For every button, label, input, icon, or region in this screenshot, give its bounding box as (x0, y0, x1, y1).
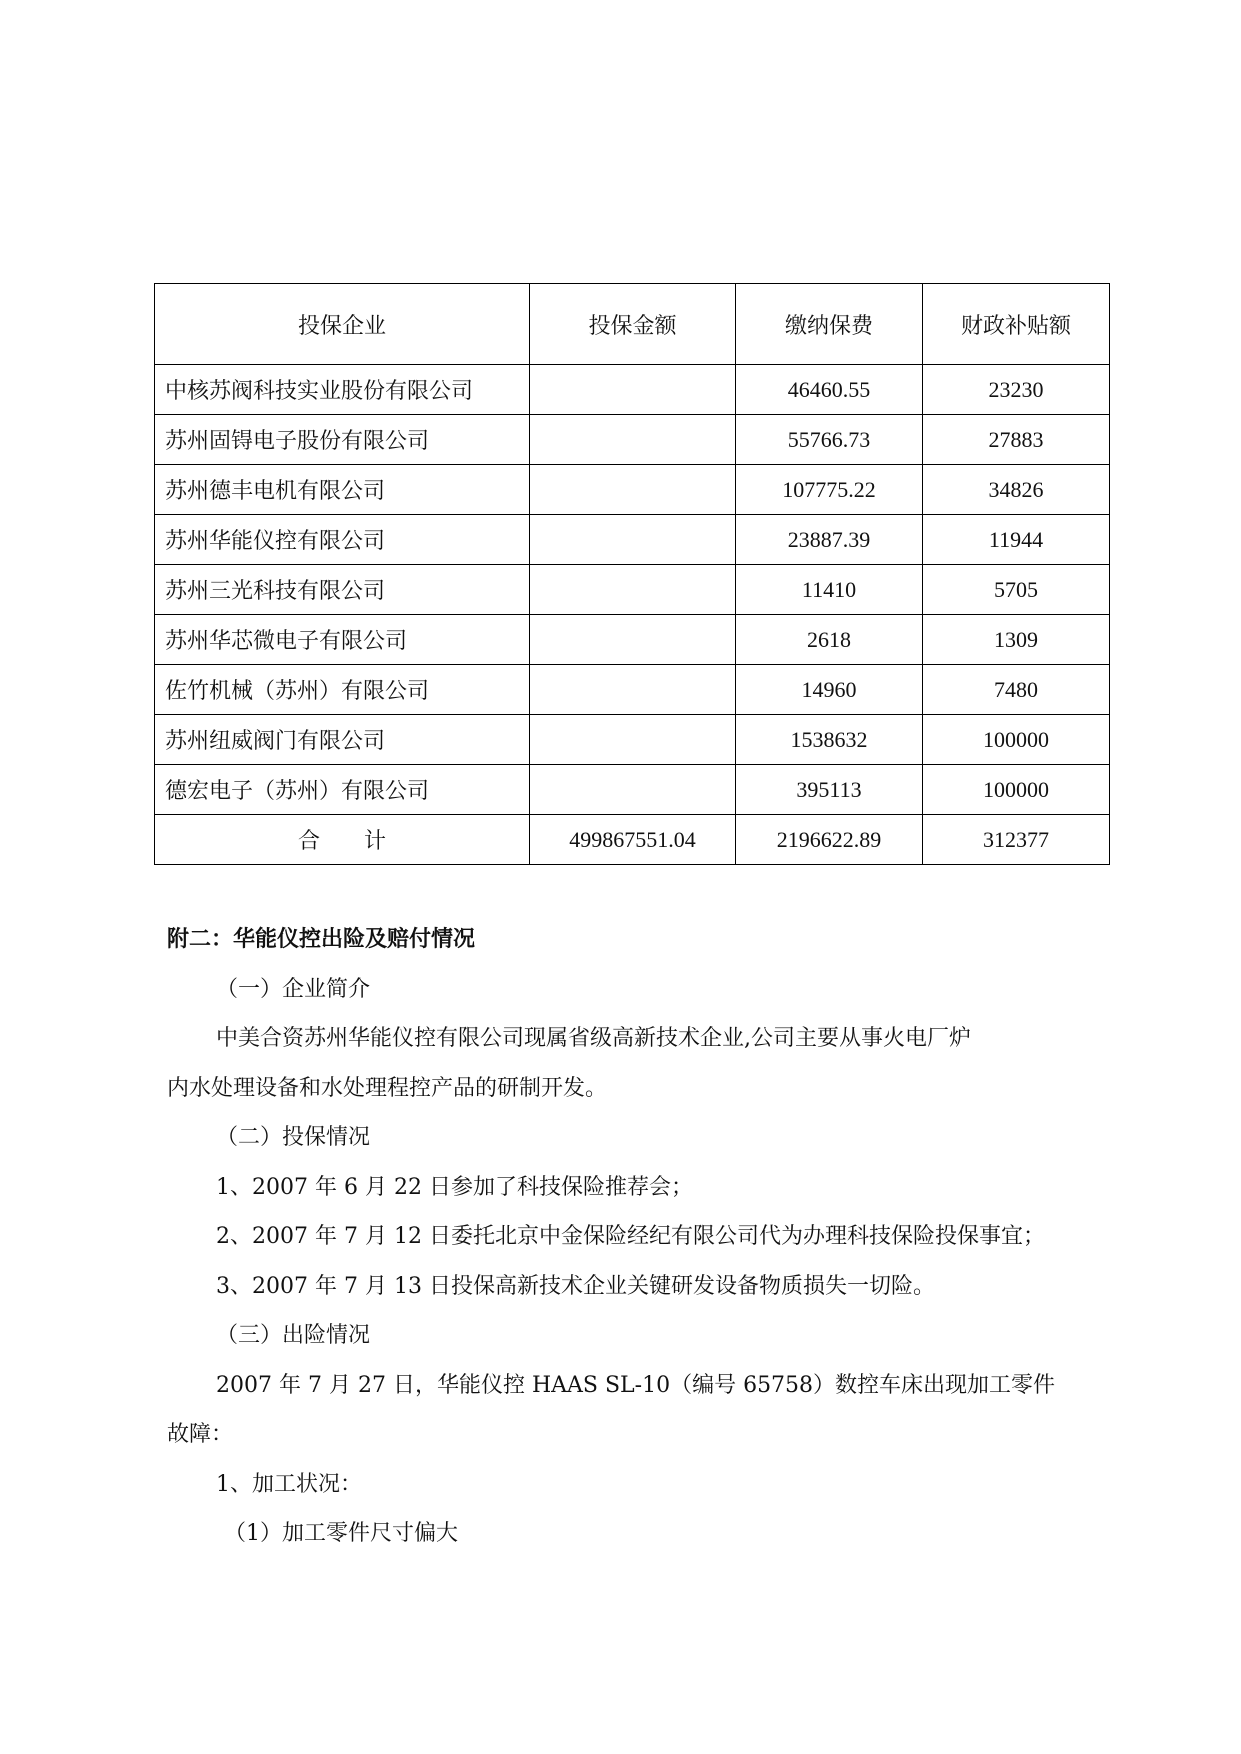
premium-cell: 395113 (736, 765, 923, 815)
company-cell: 苏州三光科技有限公司 (155, 565, 530, 615)
table-row (155, 765, 1110, 815)
subsidy-cell: 27883 (923, 415, 1110, 465)
paragraph-3-line-1: 2007 年 7 月 27 日，华能仪控 HAAS SL-10（编号 65758）数控车床出现加工零件 (216, 1372, 1056, 1398)
list-item-3: 3、2007 年 7 月 13 日投保高新技术企业关键研发设备物质损失一切险。 (216, 1273, 935, 1299)
total-amount: 499867551.04 (530, 815, 736, 865)
amount-cell (530, 665, 736, 715)
paragraph-1-line-1: 中美合资苏州华能仪控有限公司现属省级高新技术企业,公司主要从事火电厂炉 (216, 1026, 971, 1051)
section-heading: 附二：华能仪控出险及赔付情况 (167, 926, 476, 952)
premium-cell: 107775.22 (736, 465, 923, 515)
total-subsidy: 312377 (923, 815, 1110, 865)
subheading-1: （一）企业简介 (216, 976, 371, 1002)
table-row (155, 715, 1110, 765)
table-row (155, 415, 1110, 465)
table-row (155, 615, 1110, 665)
company-cell: 中核苏阀科技实业股份有限公司 (155, 365, 530, 415)
total-premium: 2196622.89 (736, 815, 923, 865)
paragraph-1-line-2: 内水处理设备和水处理程控产品的研制开发。 (167, 1075, 608, 1101)
premium-cell: 1538632 (736, 715, 923, 765)
company-cell: 苏州华能仪控有限公司 (155, 515, 530, 565)
amount-cell (530, 715, 736, 765)
table-row (155, 565, 1110, 615)
body-text (167, 915, 1087, 1559)
premium-cell: 14960 (736, 665, 923, 715)
table-row (155, 665, 1110, 715)
subheading-3: （三）出险情况 (216, 1323, 371, 1348)
header-amount: 投保金额 (530, 284, 736, 365)
amount-cell (530, 415, 736, 465)
company-cell: 苏州华芯微电子有限公司 (155, 615, 530, 665)
amount-cell (530, 765, 736, 815)
table-row (155, 465, 1110, 515)
header-company: 投保企业 (155, 284, 530, 365)
table-row (155, 515, 1110, 565)
subsidy-cell: 100000 (923, 715, 1110, 765)
paragraph-3-line-2: 故障： (167, 1422, 234, 1447)
amount-cell (530, 365, 736, 415)
table-total-row (155, 815, 1110, 865)
amount-cell (530, 515, 736, 565)
company-cell: 德宏电子（苏州）有限公司 (155, 765, 530, 815)
table-header-row (155, 284, 1110, 365)
subsidy-cell: 34826 (923, 465, 1110, 515)
premium-cell: 46460.55 (736, 365, 923, 415)
list-item-4: 1、加工状况： (216, 1471, 362, 1497)
amount-cell (530, 465, 736, 515)
insurance-table (154, 283, 1110, 865)
table-row (155, 365, 1110, 415)
list-item-5: （1）加工零件尺寸偏大 (224, 1521, 458, 1546)
company-cell: 佐竹机械（苏州）有限公司 (155, 665, 530, 715)
premium-cell: 2618 (736, 615, 923, 665)
amount-cell (530, 615, 736, 665)
subsidy-cell: 1309 (923, 615, 1110, 665)
premium-cell: 55766.73 (736, 415, 923, 465)
total-label: 合 计 (155, 815, 530, 865)
amount-cell (530, 565, 736, 615)
subsidy-cell: 23230 (923, 365, 1110, 415)
company-cell: 苏州德丰电机有限公司 (155, 465, 530, 515)
subheading-2: （二）投保情况 (216, 1125, 371, 1150)
subsidy-cell: 5705 (923, 565, 1110, 615)
company-cell: 苏州纽威阀门有限公司 (155, 715, 530, 765)
list-item-2: 2、2007 年 7 月 12 日委托北京中金保险经纪有限公司代为办理科技保险投保事宜； (216, 1224, 1045, 1249)
header-subsidy: 财政补贴额 (923, 284, 1110, 365)
company-cell: 苏州固锝电子股份有限公司 (155, 415, 530, 465)
premium-cell: 23887.39 (736, 515, 923, 565)
header-premium: 缴纳保费 (736, 284, 923, 365)
subsidy-cell: 7480 (923, 665, 1110, 715)
premium-cell: 11410 (736, 565, 923, 615)
subsidy-cell: 100000 (923, 765, 1110, 815)
subsidy-cell: 11944 (923, 515, 1110, 565)
list-item-1: 1、2007 年 6 月 22 日参加了科技保险推荐会； (216, 1174, 693, 1200)
